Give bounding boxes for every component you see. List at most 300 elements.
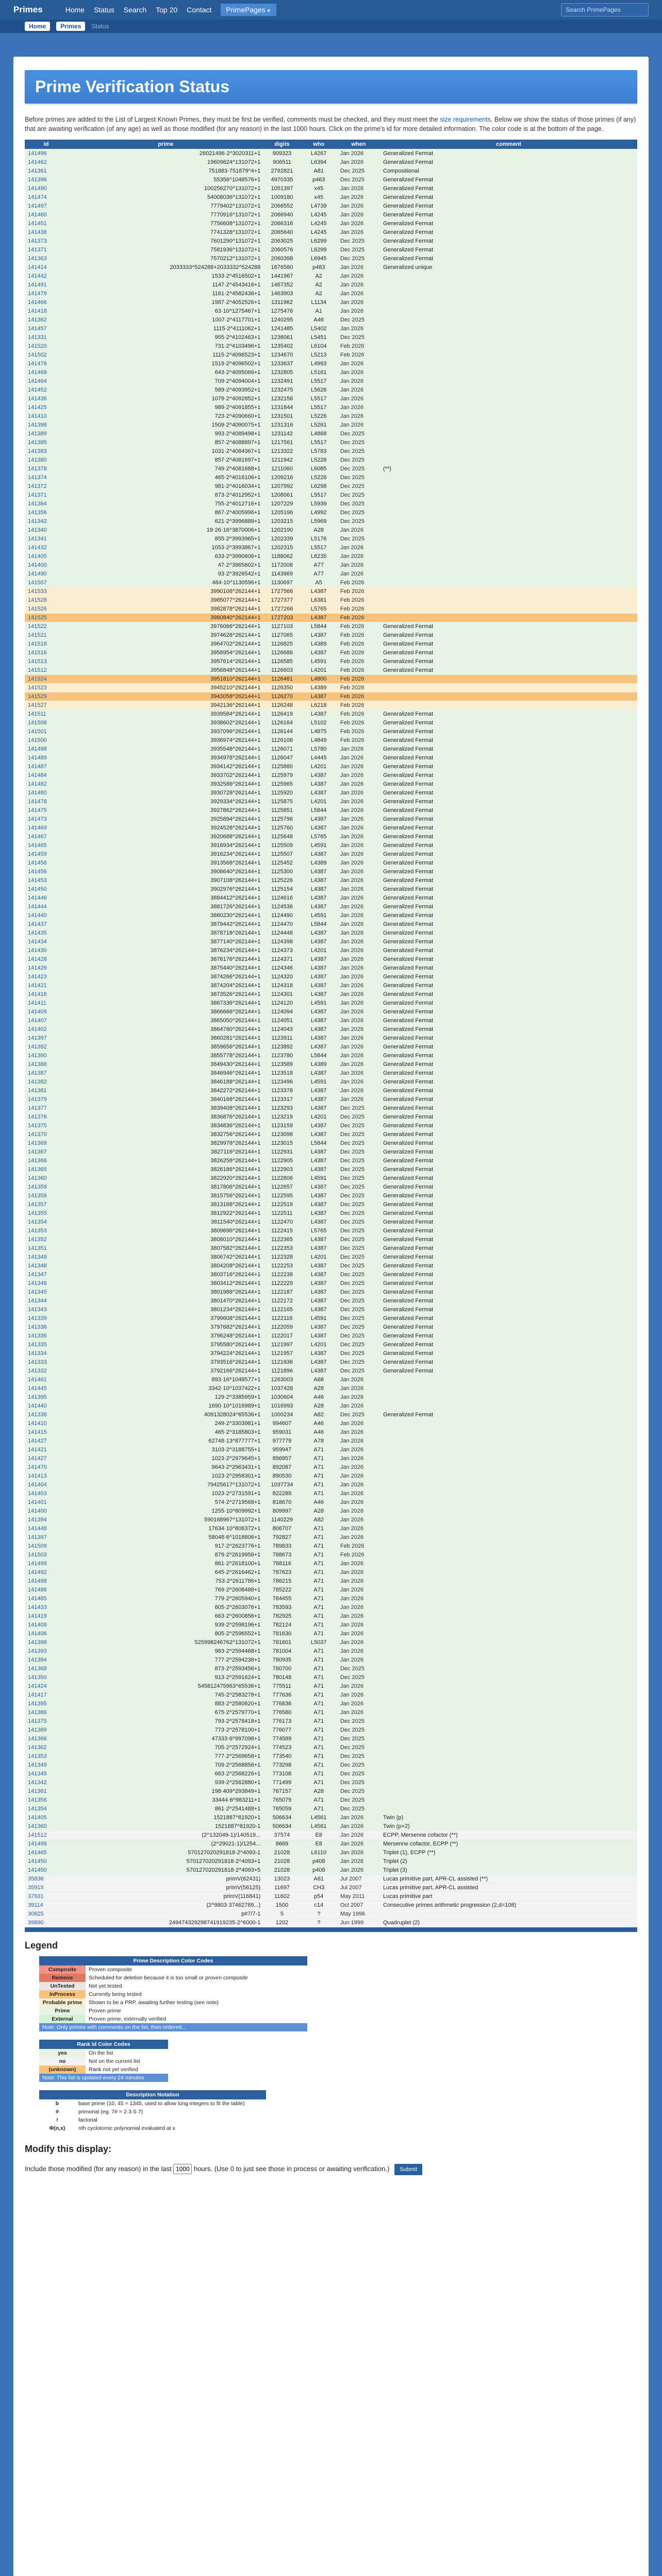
row-id-link[interactable]: 141361 [25,1787,68,1795]
row-id-link[interactable]: 141509 [25,1541,68,1550]
row-prime: 857·2^4088897+1 [68,438,263,447]
row-id-link[interactable]: 141405 [25,1813,68,1822]
row-id-link[interactable]: 141511 [25,709,68,718]
row-when: Dec 2025 [337,1252,380,1261]
row-id-link[interactable]: 141383 [25,447,68,455]
nav-link-primepages[interactable] [221,4,276,16]
row-id-link[interactable]: 141458 [25,858,68,867]
row-id-link[interactable]: 141433 [25,1603,68,1612]
row-id-link[interactable]: 141347 [25,1270,68,1279]
row-id-link[interactable]: 141488 [25,1577,68,1585]
row-id-link[interactable]: 141338 [25,1410,68,1419]
row-id-link[interactable]: 141459 [25,850,68,858]
row-comment: Generalized Fermat [380,841,637,850]
col-header-digits[interactable]: digits [263,140,300,149]
row-id-link[interactable]: 141371 [25,245,68,254]
row-id-link[interactable]: 141400 [25,561,68,569]
row-id-link[interactable]: 141409 [25,1007,68,1016]
nav-link-home[interactable]: Home [65,6,85,14]
row-id-link[interactable]: 141360 [25,1174,68,1182]
row-id-link[interactable]: 141522 [25,622,68,631]
table-row [25,219,637,228]
row-id-link[interactable]: 141450 [25,1866,68,1874]
row-id-link[interactable]: 141396 [25,175,68,184]
row-id-link[interactable]: 141421 [25,981,68,990]
row-prime: 3933702^262144+1 [68,771,263,779]
col-header-id[interactable]: id [25,140,68,149]
row-id-link[interactable]: 141356 [25,508,68,517]
row-id-link[interactable]: 141369 [25,1725,68,1734]
row-who: A71 [301,1603,337,1612]
row-comment [380,1401,637,1410]
row-id-link[interactable]: 141526 [25,604,68,613]
row-digits: 1122595 [263,1191,300,1200]
row-id-link[interactable]: 141333 [25,1358,68,1366]
col-header-prime[interactable]: prime [68,140,263,149]
row-id-link[interactable]: 141339 [25,1314,68,1323]
row-id-link[interactable]: 141426 [25,963,68,972]
table-row [25,1191,637,1200]
hours-input[interactable] [173,2164,192,2174]
row-id-link[interactable]: 141469 [25,823,68,832]
row-comment: Generalized Fermat [380,1033,637,1042]
row-id-link[interactable]: 141379 [25,1095,68,1104]
row-id-link[interactable]: 141462 [25,158,68,166]
row-id-link[interactable]: 141482 [25,779,68,788]
row-prime: 3957614^262144+1 [68,657,263,666]
breadcrumb-home[interactable]: Home [25,22,50,31]
row-id-link[interactable]: 141490 [25,184,68,193]
row-id-link[interactable]: 141342 [25,1778,68,1787]
row-digits: 1202339 [263,534,300,543]
row-id-link[interactable]: 141386 [25,1708,68,1717]
row-when: May 2011 [337,1892,380,1901]
row-id-link[interactable]: 141356 [25,1795,68,1804]
row-id-link[interactable]: 141407 [25,1016,68,1025]
row-prime: 3937096^262144+1 [68,727,263,736]
row-digits: 1172008 [263,561,300,569]
row-id-link[interactable]: 141398 [25,420,68,429]
row-comment: Generalized Fermat [380,981,637,990]
row-id-link[interactable]: 141341 [25,534,68,543]
row-id-link[interactable]: 141406 [25,1629,68,1638]
row-id-link[interactable]: 141440 [25,911,68,920]
row-id-link[interactable]: 141400 [25,1506,68,1515]
row-id-link[interactable]: 141367 [25,1147,68,1156]
row-when: Jan 2026 [337,867,380,876]
row-id-link[interactable]: 141428 [25,955,68,963]
row-id-link[interactable]: 141456 [25,867,68,876]
row-id-link[interactable]: 141381 [25,1086,68,1095]
row-who: L6381 [301,596,337,604]
row-id-link[interactable]: 141427 [25,1454,68,1463]
row-id-link[interactable]: 141464 [25,377,68,385]
row-when: Dec 2025 [337,1279,380,1287]
row-id-link[interactable]: 141465 [25,841,68,850]
row-id-link[interactable]: 141414 [25,263,68,272]
row-prime: 873·2^2593456+1 [68,1664,263,1673]
row-id-link[interactable]: 141486 [25,1585,68,1594]
row-comment: Generalized Fermat [380,990,637,998]
row-id-link[interactable]: 141351 [25,1244,68,1252]
row-prime: 3860281^262144+1 [68,1033,263,1042]
row-id-link[interactable]: 141384 [25,1655,68,1664]
notation-desc: nth cyclotomic polynomial evaluated at x [78,2125,175,2131]
row-id-link[interactable]: 141366 [25,1734,68,1743]
row-id-link[interactable]: 141399 [25,1638,68,1647]
row-id-link[interactable]: 141492 [25,1568,68,1577]
row-id-link[interactable]: 141366 [25,1156,68,1165]
row-id-link[interactable]: 141418 [25,307,68,315]
nav-link-status[interactable]: Status [94,6,114,14]
row-id-link[interactable]: 141355 [25,1209,68,1217]
row-id-link[interactable]: 141466 [25,298,68,307]
row-id-link[interactable]: 141411 [25,998,68,1007]
row-id-link[interactable]: 141373 [25,236,68,245]
row-id-link[interactable]: 141372 [25,482,68,490]
row-id-link[interactable]: 141423 [25,972,68,981]
row-id-link[interactable]: 141442 [25,272,68,280]
row-prime: 605·2^2603076+1 [68,1603,263,1612]
row-id-link[interactable]: 141395 [25,1699,68,1708]
row-id-link[interactable]: 141427 [25,1436,68,1445]
row-id-link[interactable]: 141476 [25,359,68,368]
row-id-link[interactable]: 141403 [25,1489,68,1498]
row-id-link[interactable]: 141513 [25,657,68,666]
row-id-link[interactable]: 141402 [25,1025,68,1033]
row-when: Dec 2025 [337,490,380,499]
row-id-link[interactable]: 141394 [25,1515,68,1524]
nav-link-search[interactable]: Search [123,6,147,14]
row-comment [380,1480,637,1489]
row-id-link[interactable]: 141361 [25,166,68,175]
row-digits: 1202315 [263,543,300,552]
row-id-link[interactable]: 141475 [25,806,68,815]
submit-button[interactable]: Submit [394,2164,422,2175]
row-id-link[interactable]: 141338 [25,1323,68,1331]
row-digits: 11602 [263,1892,300,1901]
row-id-link[interactable]: 141332 [25,1366,68,1375]
row-digits: 1122353 [263,1244,300,1252]
row-id-link[interactable]: 141533 [25,587,68,596]
row-id-link[interactable]: 141419 [25,1612,68,1620]
row-id-link[interactable]: 141350 [25,1673,68,1682]
row-who: L4387 [301,902,337,911]
row-id-link[interactable]: 141382 [25,1077,68,1086]
col-header-when[interactable]: when [337,140,380,149]
row-id-link[interactable]: 141478 [25,797,68,806]
row-id-link[interactable]: 141385 [25,438,68,447]
row-id-link[interactable]: 141468 [25,368,68,377]
row-id-link[interactable]: 141498 [25,744,68,753]
breadcrumb-primes[interactable]: Primes [56,22,85,31]
row-when: Dec 2025 [337,1664,380,1673]
row-id-link[interactable]: 141370 [25,1130,68,1139]
row-id-link[interactable]: 141397 [25,1033,68,1042]
row-id-link[interactable]: 141490 [25,569,68,578]
row-id-link[interactable]: 141395 [25,1393,68,1401]
row-when: Feb 2026 [337,613,380,622]
row-id-link[interactable]: 141489 [25,753,68,762]
row-id-link[interactable]: 141413 [25,1471,68,1480]
row-who: c14 [301,1901,337,1909]
row-id-link[interactable]: 141507 [25,578,68,587]
row-id-link[interactable]: 141528 [25,596,68,604]
table-row [25,1822,637,1831]
row-id-link[interactable]: 141354 [25,1217,68,1226]
row-who: L4387 [301,963,337,972]
row-id-link[interactable]: 141348 [25,1261,68,1270]
col-header-comment[interactable]: comment [380,140,637,149]
row-id-link[interactable]: 141503 [25,1550,68,1559]
table-row [25,158,637,166]
row-who: A71 [301,1445,337,1454]
row-id-link[interactable]: 141465 [25,1848,68,1857]
row-id-link[interactable]: 141484 [25,771,68,779]
table-row [25,1147,637,1156]
row-comment [380,1699,637,1708]
row-id-link[interactable]: 141497 [25,201,68,210]
row-id-link[interactable]: 141521 [25,631,68,639]
row-id-link[interactable]: 141410 [25,412,68,420]
row-id-link[interactable]: 141363 [25,254,68,263]
row-id-link[interactable]: 141452 [25,385,68,394]
row-id-link[interactable]: 141352 [25,1235,68,1244]
row-id-link[interactable]: 141377 [25,1104,68,1112]
row-prime: 939·2^2562880+1 [68,1778,263,1787]
row-id-link[interactable]: 39890 [25,1918,68,1927]
row-id-link[interactable]: 141500 [25,736,68,744]
row-id-link[interactable]: 141364 [25,499,68,508]
row-id-link[interactable]: 141473 [25,815,68,823]
row-id-link[interactable]: 141345 [25,1287,68,1296]
row-id-link[interactable]: 141479 [25,289,68,298]
row-id-link[interactable]: 141450 [25,1857,68,1866]
row-id-link[interactable]: 141374 [25,473,68,482]
row-when: Dec 2025 [337,1305,380,1314]
row-id-link[interactable]: 141387 [25,1069,68,1077]
row-who: L5213 [301,350,337,359]
row-id-link[interactable]: 141448 [25,1524,68,1533]
row-id-link[interactable]: 141512 [25,1831,68,1839]
table-row [25,806,637,815]
row-id-link[interactable]: 141380 [25,455,68,464]
row-id-link[interactable]: 141467 [25,832,68,841]
row-id-link[interactable]: 141499 [25,1839,68,1848]
row-id-link[interactable]: 141501 [25,727,68,736]
row-id-link[interactable]: 141453 [25,876,68,885]
row-comment: Triplet (2) [380,1857,637,1866]
row-prime: 7581936^131072+1 [68,245,263,254]
row-id-link[interactable]: 141516 [25,648,68,657]
row-when: Jan 2026 [337,359,380,368]
row-id-link[interactable]: 141499 [25,1559,68,1568]
row-id-link[interactable]: 141365 [25,1165,68,1174]
row-comment: Generalized Fermat [380,1025,637,1033]
row-id-link[interactable]: 141417 [25,1690,68,1699]
brand-logo[interactable]: Primes [13,5,43,14]
color-code-desc: Scheduled for deletion because it is too small or proven composite [89,1974,248,1981]
row-id-link[interactable]: 141349 [25,1252,68,1261]
row-id-link[interactable]: 141430 [25,946,68,955]
row-id-link[interactable]: 141357 [25,1200,68,1209]
row-id-link[interactable]: 141436 [25,394,68,403]
row-id-link[interactable]: 141508 [25,718,68,727]
row-id-link[interactable]: 141512 [25,666,68,674]
row-id-link[interactable]: 141457 [25,324,68,333]
row-id-link[interactable]: 141345 [25,1769,68,1778]
row-prime: 3836876^262144+1 [68,1112,263,1121]
row-who: L5226 [301,455,337,464]
row-id-link[interactable]: 141444 [25,902,68,911]
row-id-link[interactable]: 141342 [25,517,68,526]
row-id-link[interactable]: 141390 [25,1051,68,1060]
row-id-link[interactable]: 141434 [25,937,68,946]
row-id-link[interactable]: 141425 [25,403,68,412]
row-comment: Lucas primitive part [380,1892,637,1901]
row-id-link[interactable]: 141340 [25,526,68,534]
row-id-link[interactable]: 141360 [25,1822,68,1831]
row-who: L4591 [301,1077,337,1086]
row-id-link[interactable]: 141404 [25,1480,68,1489]
row-id-link[interactable]: 141334 [25,1349,68,1358]
table-row [25,1139,637,1147]
row-comment: Generalized Fermat [380,1051,637,1060]
row-id-link[interactable]: 141432 [25,543,68,552]
row-id-link[interactable]: 30825 [25,1909,68,1918]
row-prime: 19·26·16^3870006+1 [68,526,263,534]
row-id-link[interactable]: 141460 [25,210,68,219]
row-id-link[interactable]: 141440 [25,1401,68,1410]
row-prime: 62748·13^877777+1 [68,1436,263,1445]
row-id-link[interactable]: 141461 [25,1375,68,1384]
row-id-link[interactable]: 141437 [25,920,68,928]
row-id-link[interactable]: 141487 [25,762,68,771]
row-id-link[interactable]: 141527 [25,701,68,709]
row-id-link[interactable]: 141362 [25,1743,68,1752]
table-row [25,350,637,359]
row-id-link[interactable]: 141375 [25,1121,68,1130]
row-id-link[interactable]: 141446 [25,893,68,902]
row-id-link[interactable]: 141445 [25,1384,68,1393]
row-id-link[interactable]: 141525 [25,613,68,622]
row-id-link[interactable]: 141415 [25,1428,68,1436]
row-id-link[interactable]: 141353 [25,1752,68,1760]
row-id-link[interactable]: 141375 [25,1717,68,1725]
row-id-link[interactable]: 141371 [25,490,68,499]
row-digits: 1125880 [263,762,300,771]
table-row [25,990,637,998]
row-when: Dec 2025 [337,1156,380,1165]
row-id-link[interactable]: 141358 [25,1191,68,1200]
table-row [25,561,637,569]
nav-link-top20[interactable]: Top 20 [156,6,178,14]
row-id-link[interactable]: 141424 [25,1682,68,1690]
row-id-link[interactable]: 141401 [25,1498,68,1506]
row-id-link[interactable]: 141435 [25,928,68,937]
row-when: Dec 2025 [337,175,380,184]
row-id-link[interactable]: 141502 [25,350,68,359]
size-requirements-link[interactable]: size requirements [440,116,491,123]
row-who: L4245 [301,228,337,236]
table-row [25,893,637,902]
notation-row [39,2124,266,2132]
row-id-link[interactable]: 141523 [25,683,68,692]
row-id-link[interactable]: 141470 [25,1463,68,1471]
row-prime: 47·2^3965602+1 [68,561,263,569]
row-id-link[interactable]: 37931 [25,1892,68,1901]
row-id-link[interactable]: 141389 [25,429,68,438]
row-id-link[interactable]: 141349 [25,1760,68,1769]
row-prime: 3849430^262144+1 [68,1060,263,1069]
row-id-link[interactable]: 141369 [25,1139,68,1147]
row-id-link[interactable]: 141354 [25,1804,68,1813]
row-digits: 1122470 [263,1217,300,1226]
row-id-link[interactable]: 141392 [25,1042,68,1051]
row-id-link[interactable]: 141405 [25,552,68,561]
row-who: L4591 [301,1174,337,1182]
row-id-link[interactable]: 141480 [25,788,68,797]
row-id-link[interactable]: 141474 [25,193,68,201]
row-id-link[interactable]: 141408 [25,1620,68,1629]
row-when: Jun 1999 [337,1918,380,1927]
row-id-link[interactable]: 141336 [25,1331,68,1340]
intro-text [25,115,637,133]
col-header-who[interactable]: who [301,140,337,149]
row-id-link[interactable]: 141520 [25,342,68,350]
row-id-link[interactable]: 141353 [25,1226,68,1235]
row-id-link[interactable]: 141393 [25,1647,68,1655]
row-id-link[interactable]: 141451 [25,219,68,228]
row-comment: Generalized Fermat [380,1095,637,1104]
row-id-link[interactable]: 141496 [25,149,68,158]
row-id-link[interactable]: 141376 [25,1112,68,1121]
row-id-link[interactable]: 141359 [25,1182,68,1191]
row-id-link[interactable]: 141416 [25,990,68,998]
row-id-link[interactable]: 141362 [25,315,68,324]
row-id-link[interactable]: 141410 [25,1419,68,1428]
row-prime: 755·2^4012716+1 [68,499,263,508]
nav-link-contact[interactable]: Contact [187,6,212,14]
row-id-link[interactable]: 39114 [25,1901,68,1909]
row-id-link[interactable]: 141518 [25,639,68,648]
row-id-link[interactable]: 141421 [25,1445,68,1454]
row-who: L4201 [301,762,337,771]
row-id-link[interactable]: 141485 [25,1594,68,1603]
row-id-link[interactable]: 141344 [25,1296,68,1305]
row-id-link[interactable]: 141343 [25,1305,68,1314]
site-search-input[interactable] [561,3,649,16]
row-id-link[interactable]: 141378 [25,464,68,473]
row-id-link[interactable]: 141524 [25,674,68,683]
row-id-link[interactable]: 141346 [25,1279,68,1287]
row-digits: 1207229 [263,499,300,508]
row-id-link[interactable]: 141331 [25,333,68,342]
row-id-link[interactable]: 141335 [25,1340,68,1349]
row-digits: 1232805 [263,368,300,377]
row-id-link[interactable]: 141397 [25,1533,68,1541]
notation-symbol: Φ(n,x) [49,2125,65,2131]
row-id-link[interactable]: 141529 [25,692,68,701]
row-id-link[interactable]: 141450 [25,885,68,893]
row-id-link[interactable]: 141368 [25,1664,68,1673]
row-id-link[interactable]: 141388 [25,1060,68,1069]
row-id-link[interactable]: 141438 [25,228,68,236]
row-comment: Generalized Fermat [380,149,637,158]
row-id-link[interactable]: 35836 [25,1874,68,1883]
row-id-link[interactable]: 35915 [25,1883,68,1892]
row-id-link[interactable]: 141491 [25,280,68,289]
